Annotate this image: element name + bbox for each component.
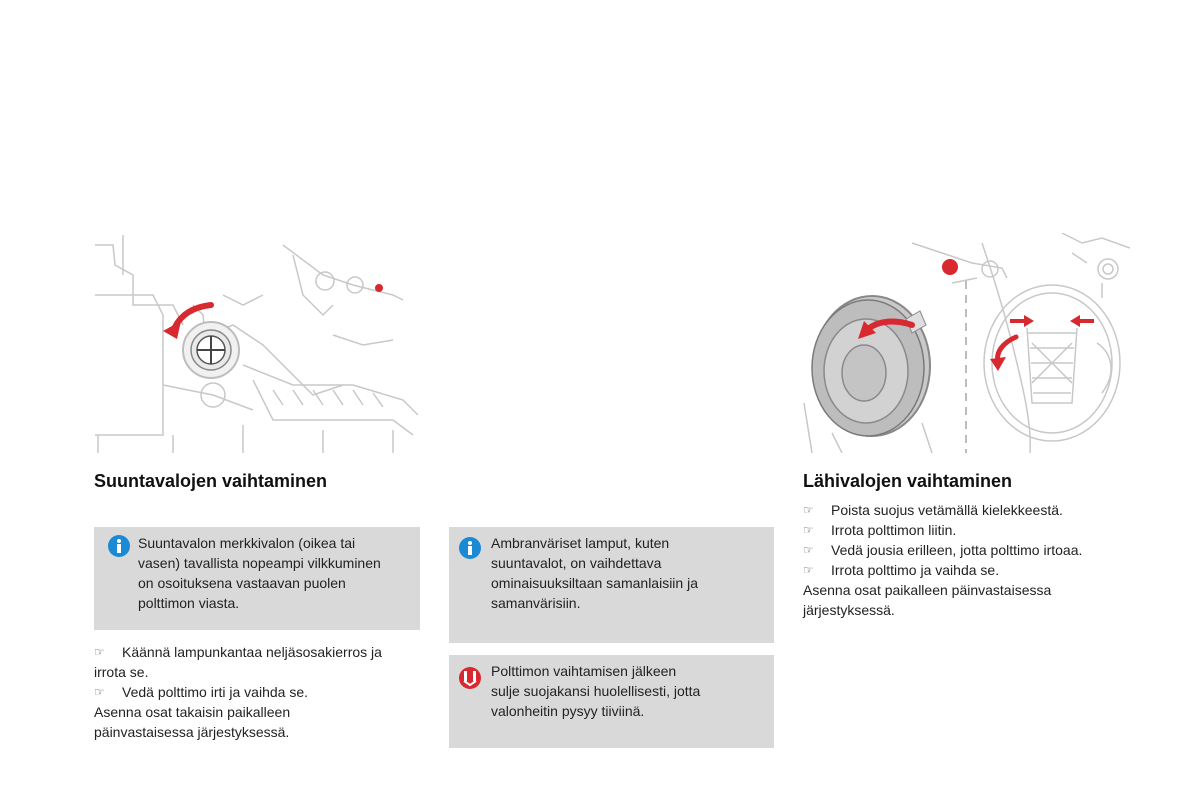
note-line: Polttimon vaihtamisen jälkeen: [491, 663, 677, 679]
pointing-hand-icon: ☞: [803, 523, 814, 537]
note-line: samanvärisiin.: [491, 595, 581, 611]
step-item: [803, 540, 1143, 560]
step-item: [803, 560, 1143, 580]
note-line: Ambranväriset lamput, kuten: [491, 535, 670, 551]
note-line: on osoituksena vastaavan puolen: [138, 575, 346, 591]
note-line: suuntavalot, on vaihdettava: [491, 555, 662, 571]
step-text: Vedä polttimo irti ja vaihda se.: [122, 684, 308, 700]
note-line: vasen) tavallista nopeampi vilkkuminen: [138, 555, 381, 571]
info-icon: [459, 537, 481, 559]
dipped-beam-illustration: [802, 233, 1130, 453]
step-text: Irrota polttimo ja vaihda se.: [831, 562, 1000, 578]
step-item: [803, 520, 1143, 540]
info-note-text: [138, 533, 418, 613]
turn-signal-illustration: [93, 235, 421, 453]
info-note-text: [491, 533, 771, 613]
closing-text: Asenna osat paikalleen päinvastaisessa: [803, 582, 1052, 598]
note-line: polttimon viasta.: [138, 595, 240, 611]
step-text: Käännä lampunkantaa neljäsosakierros ja: [122, 644, 382, 660]
closing-text: järjestyksessä.: [803, 602, 895, 618]
closing-text: Asenna osat takaisin paikalleen: [94, 704, 291, 720]
dipped-beam-steps: [803, 500, 1143, 620]
closing-text: päinvastaisessa järjestyksessä.: [94, 724, 290, 740]
protective-cover-shape: [812, 296, 930, 436]
turn-signal-steps: [94, 642, 424, 742]
pointing-hand-icon: ☞: [94, 645, 105, 659]
step-item: [803, 500, 1143, 520]
pointing-hand-icon: ☞: [803, 563, 814, 577]
note-line: sulje suojakansi huolellisesti, jotta: [491, 683, 701, 699]
info-icon: [108, 535, 130, 557]
amber-bulb-info-note: [449, 527, 774, 643]
cover-warning-note: [449, 655, 774, 748]
step-item: [94, 682, 424, 702]
warning-note-text: [491, 661, 771, 721]
pointing-hand-icon: ☞: [94, 685, 105, 699]
note-line: valonheitin pysyy tiiviinä.: [491, 703, 645, 719]
note-line: ominaisuuksiltaan samanlaisiin ja: [491, 575, 698, 591]
step-item: [94, 642, 424, 662]
warning-icon: [459, 667, 481, 689]
step-text: Poista suojus vetämällä kielekkeestä.: [831, 502, 1063, 518]
pointing-hand-icon: ☞: [803, 503, 814, 517]
pointing-hand-icon: ☞: [803, 543, 814, 557]
dipped-beam-heading: Lähivalojen vaihtaminen: [803, 471, 1013, 491]
turn-signal-info-note: [94, 527, 420, 630]
step-text: Irrota polttimon liitin.: [831, 522, 957, 538]
lamp-holder-shape: [183, 322, 239, 378]
step-text-continued: irrota se.: [94, 664, 149, 680]
turn-signal-heading: Suuntavalojen vaihtaminen: [94, 471, 328, 491]
note-line: Suuntavalon merkkivalon (oikea tai: [138, 535, 356, 551]
step-text: Vedä jousia erilleen, jotta polttimo irtoaa.: [831, 542, 1083, 558]
